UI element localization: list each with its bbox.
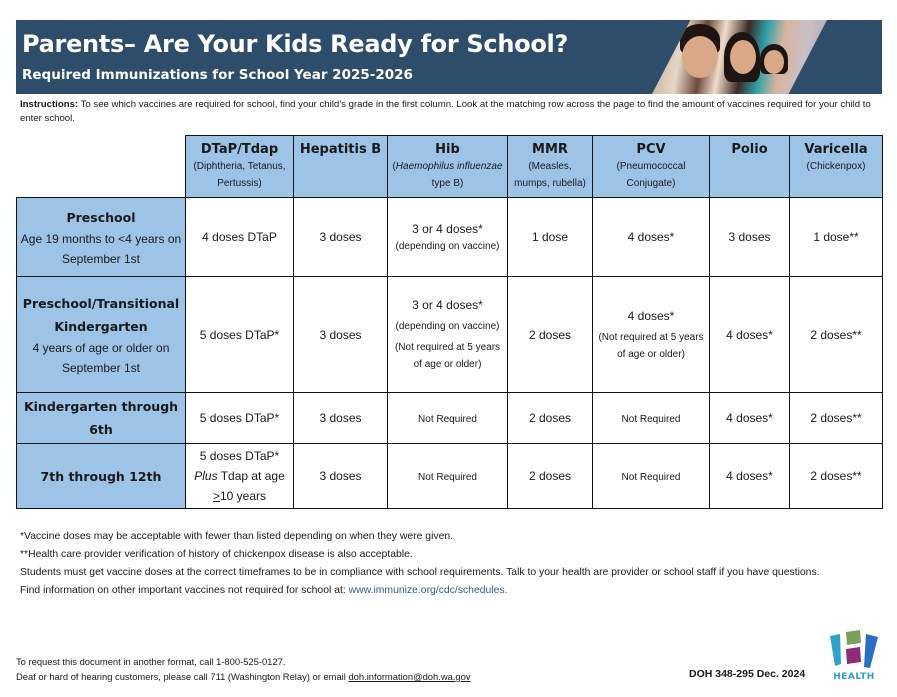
cell-hepb: 3 doses [294, 393, 388, 444]
table-header-row [17, 136, 883, 198]
cell-polio: 4 doses* [710, 277, 790, 393]
table-row-7th-12th [17, 444, 883, 509]
table-corner [17, 136, 186, 198]
row-header: Preschool Age 19 months to <4 years on September 1st [17, 198, 186, 277]
cell-varicella: 2 doses** [790, 393, 883, 444]
cell-hib: Not Required [388, 393, 508, 444]
instructions-text: To see which vaccines are required for school, find your child’s grade in the first column. Look at the matching row across the page to find the amount of vaccines required for your child to enter school. [20, 99, 871, 124]
column-header-mmr: MMR (Measles, mumps, rubella) [508, 136, 593, 198]
cell-hib: 3 or 4 doses* (depending on vaccine) (Not required at 5 years of age or older) [388, 277, 508, 393]
cell-dtap: 5 doses DTaP* Plus Tdap at age >10 years [186, 444, 294, 509]
cell-polio: 4 doses* [710, 444, 790, 509]
cell-mmr: 2 doses [508, 393, 593, 444]
cell-polio: 4 doses* [710, 393, 790, 444]
cell-mmr: 2 doses [508, 444, 593, 509]
cell-polio: 3 doses [710, 198, 790, 277]
header-banner [16, 20, 882, 94]
cell-mmr: 2 doses [508, 277, 593, 393]
table-row-preschool [17, 198, 883, 277]
cell-dtap: 5 doses DTaP* [186, 277, 294, 393]
alt-format-line: To request this document in another format, call 1-800-525-0127. [16, 656, 286, 667]
cell-varicella: 2 doses** [790, 444, 883, 509]
footnote-timeframes: Students must get vaccine doses at the correct timeframes to be in compliance with school requirements. Talk to your health are provider or school staff if you have questions. [20, 567, 820, 578]
footnotes [20, 528, 882, 600]
footnote-single-asterisk: *Vaccine doses may be acceptable with fewer than listed depending on when they were given. [20, 531, 454, 542]
cell-dtap: 4 doses DTaP [186, 198, 294, 277]
column-header-polio: Polio [710, 136, 790, 198]
accessibility-info [16, 654, 471, 684]
table-row-kindergarten-6th [17, 393, 883, 444]
column-header-varicella: Varicella (Chickenpox) [790, 136, 883, 198]
column-header-hib: Hib (Haemophilus influenzae type B) [388, 136, 508, 198]
instructions-label: Instructions: [20, 99, 79, 110]
cell-hib: 3 or 4 doses* (depending on vaccine) [388, 198, 508, 277]
column-header-hepatitis-b: Hepatitis B [294, 136, 388, 198]
doh-health-logo: HEALTH [828, 630, 880, 682]
footnote-double-asterisk: **Health care provider verification of history of chickenpox disease is also acceptable. [20, 549, 413, 560]
cell-pcv: Not Required [593, 444, 710, 509]
cell-hepb: 3 doses [294, 277, 388, 393]
page-title: Parents– Are Your Kids Ready for School? [22, 30, 569, 58]
cell-varicella: 1 dose** [790, 198, 883, 277]
relay-line: Deaf or hard of hearing customers, please call 711 (Washington Relay) or email doh.information@doh.wa.gov [16, 671, 471, 682]
schedules-link[interactable]: www.immunize.org/cdc/schedules. [348, 585, 508, 596]
document-id: DOH 348-295 Dec. 2024 [689, 668, 806, 680]
cell-dtap: 5 doses DTaP* [186, 393, 294, 444]
table-row-transitional-kindergarten [17, 277, 883, 393]
cell-hepb: 3 doses [294, 198, 388, 277]
column-header-dtap: DTaP/Tdap (Diphtheria, Tetanus, Pertussis) [186, 136, 294, 198]
cell-mmr: 1 dose [508, 198, 593, 277]
footnote-other-vaccines: Find information on other important vaccines not required for school at: www.immunize.org/cdc/schedules. [20, 585, 508, 596]
row-header: Kindergarten through 6th [17, 393, 186, 444]
immunization-table [16, 135, 883, 509]
cell-pcv: 4 doses* (Not required at 5 years of age or older) [593, 277, 710, 393]
row-header: 7th through 12th [17, 444, 186, 509]
cell-pcv: Not Required [593, 393, 710, 444]
instructions [20, 98, 882, 126]
students-photo [652, 20, 827, 94]
cell-pcv: 4 doses* [593, 198, 710, 277]
cell-hepb: 3 doses [294, 444, 388, 509]
health-logo-icon [828, 630, 880, 672]
row-header: Preschool/Transitional Kindergarten 4 years of age or older on September 1st [17, 277, 186, 393]
email-link[interactable]: doh.information@doh.wa.gov [348, 671, 471, 682]
column-header-pcv: PCV (Pneumococcal Conjugate) [593, 136, 710, 198]
cell-hib: Not Required [388, 444, 508, 509]
cell-varicella: 2 doses** [790, 277, 883, 393]
page-subtitle: Required Immunizations for School Year 2025-2026 [22, 67, 413, 83]
